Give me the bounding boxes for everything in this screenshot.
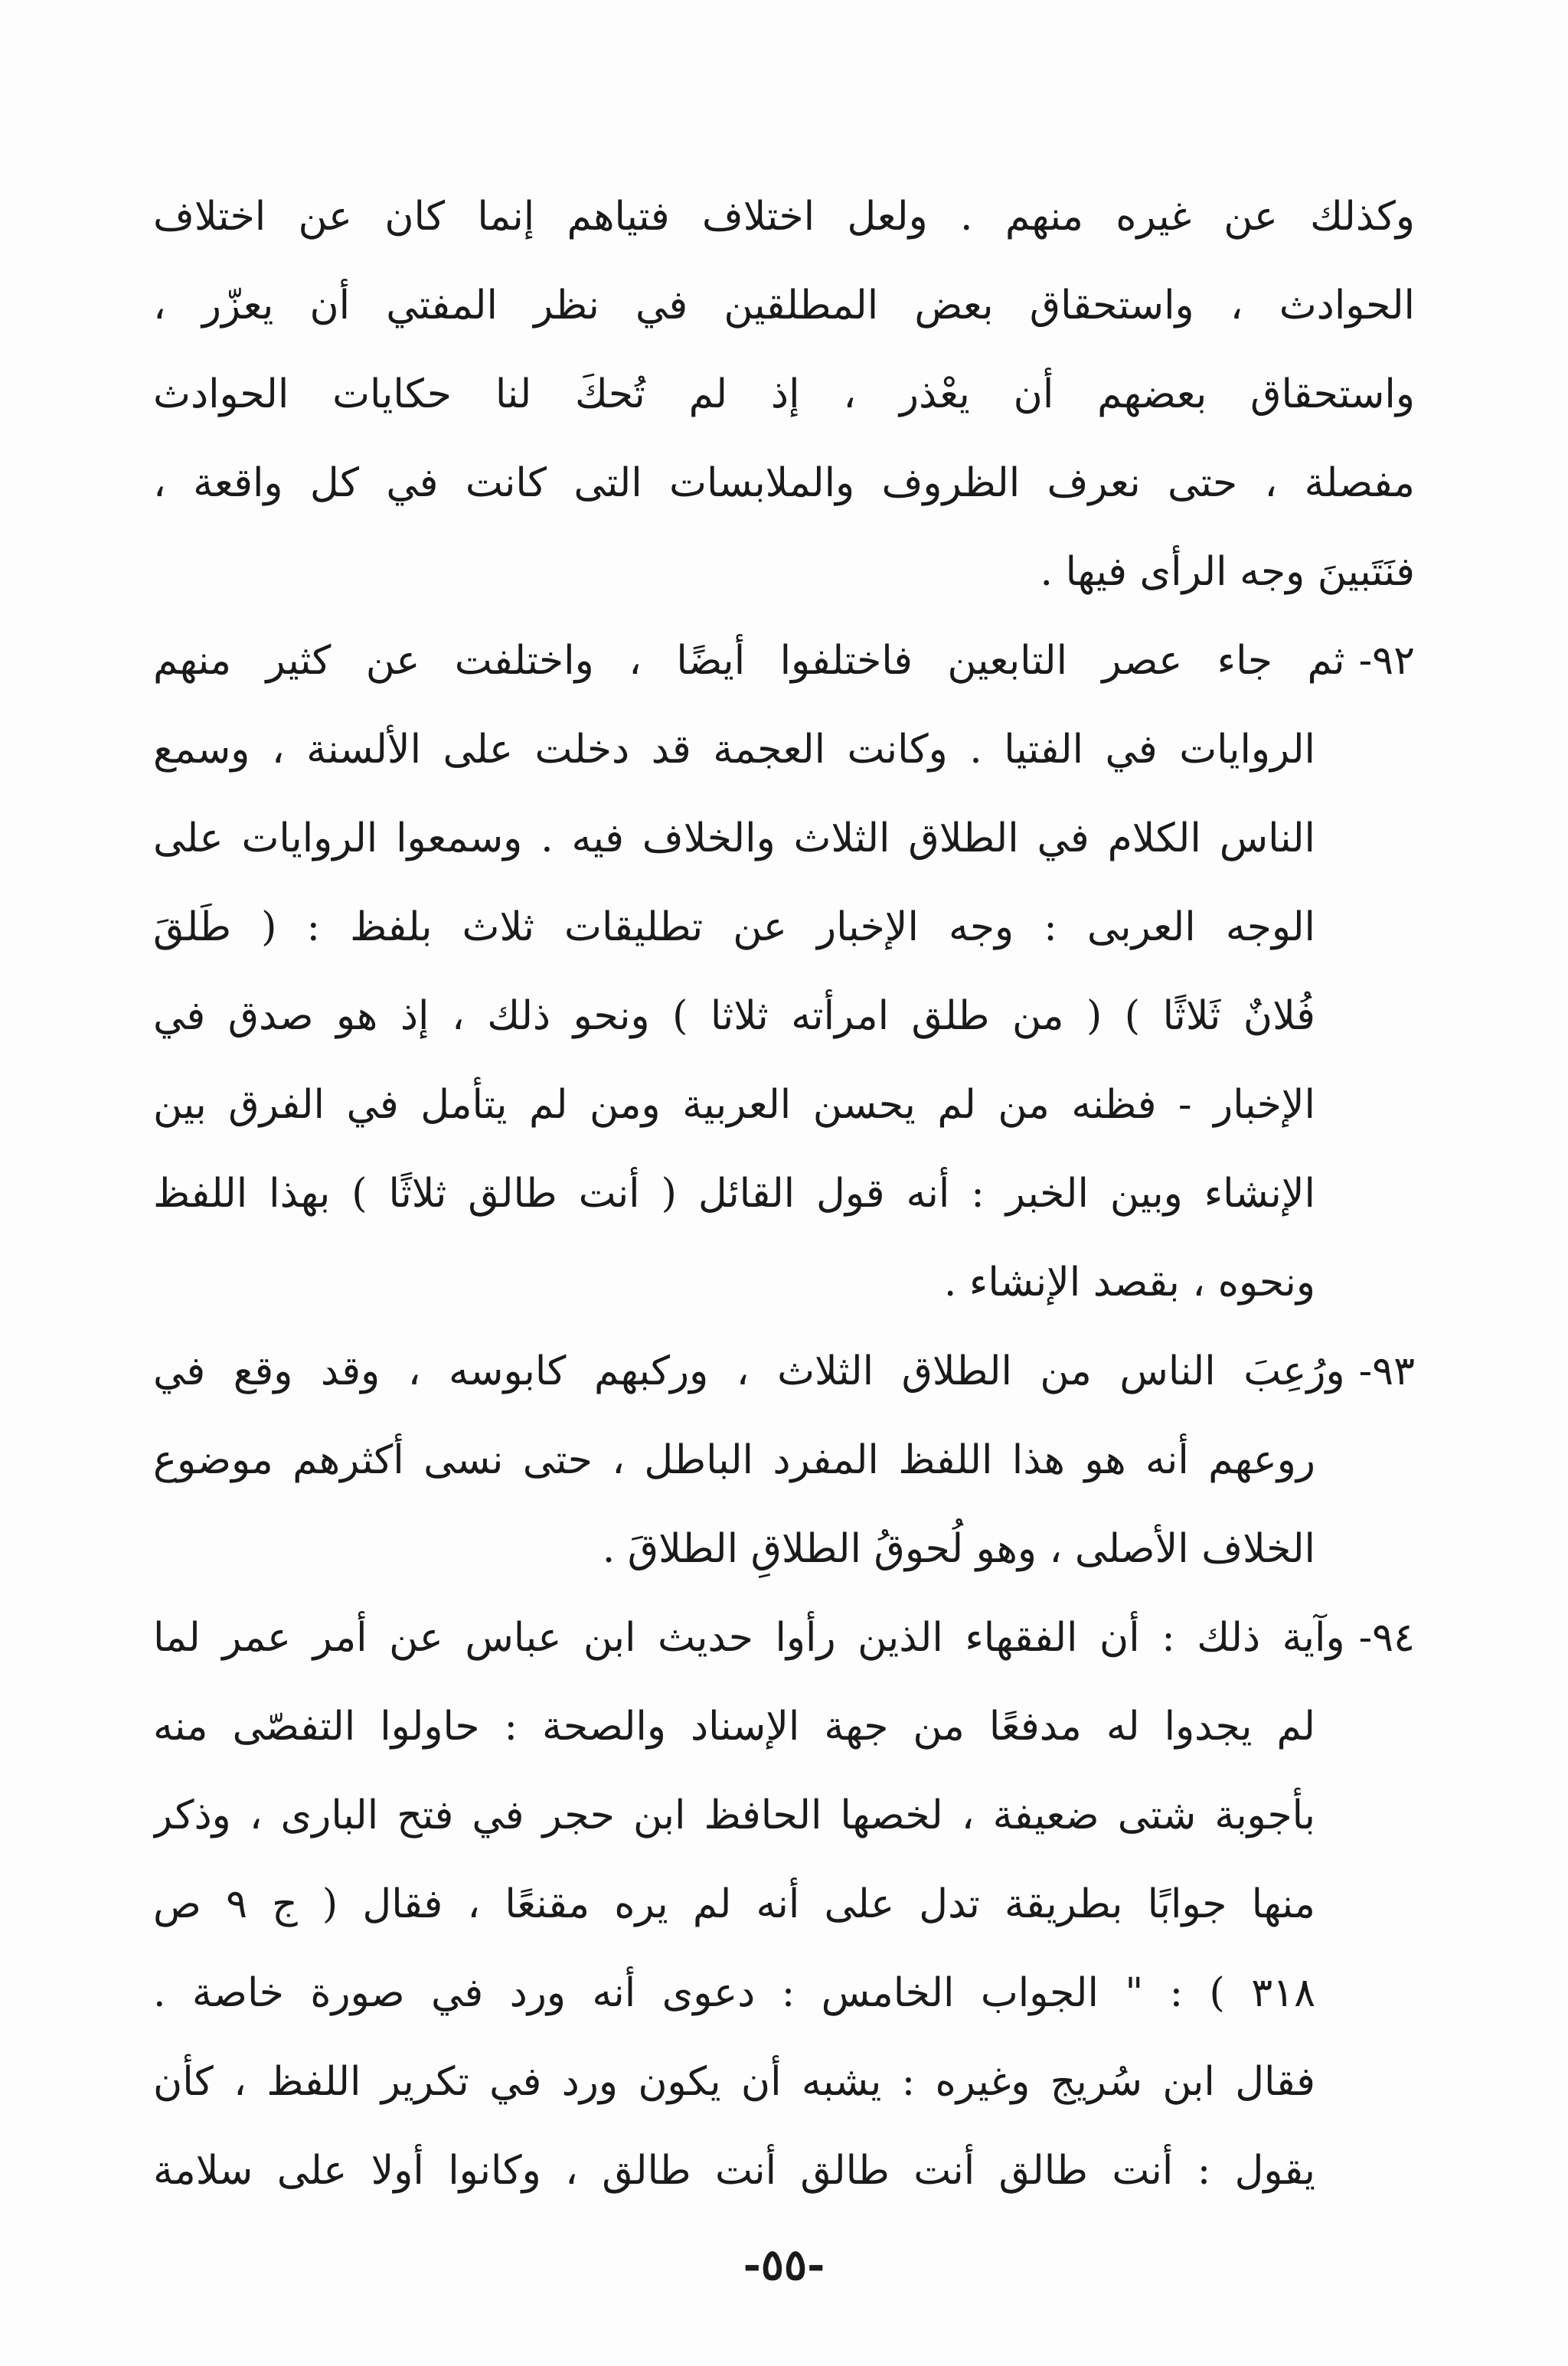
text-line: ونحوه ، بقصد الإنشاء . [943, 1260, 1315, 1306]
text-line: الحوادث ، واستحقاق بعض المطلقين في نظر المفتي أن يعزّر ، [153, 283, 1415, 328]
text-line: واستحقاق بعضهم أن يعْذر ، إذ لم تُحكَ لنا حكايات الحوادث [153, 371, 1415, 417]
text-line: ورُعِبَ الناس من الطلاق الثلاث ، وركبهم كابوسه ، وقد وقع في [153, 1348, 1345, 1394]
text-line: فنَتَبينَ وجه الرأى فيها . [1040, 549, 1415, 595]
text-line: لم يجدوا له مدفعًا من جهة الإسناد والصحة : حاولوا التفصّى منه [153, 1704, 1315, 1750]
text-line: فُلانٌ ثَلاثًا ) ( من طلق امرأته ثلاثا ) ونحو ذلك ، إذ هو صدق في [153, 993, 1315, 1039]
paragraph-number: ٩٢- [1358, 638, 1415, 684]
text-line: منها جوابًا بطريقة تدل على أنه لم يره مقنعًا ، فقال ( ج ٩ ص [153, 1881, 1315, 1927]
text-line: الروايات في الفتيا . وكانت العجمة قد دخلت على الألسنة ، وسمع [153, 727, 1315, 773]
text-line: الإنشاء وبين الخبر : أنه قول القائل ( أنت طالق ثلاثًا ) بهذا اللفظ [153, 1171, 1315, 1217]
page-number: -٥٥- [743, 2240, 825, 2290]
text-line: مفصلة ، حتى نعرف الظروف والملابسات التى كانت في كل واقعة ، [153, 460, 1415, 506]
text-line: يقول : أنت طالق أنت طالق أنت طالق ، وكانوا أولا على سلامة [153, 2148, 1315, 2194]
text-line: الخلاف الأصلى ، وهو لُحوقُ الطلاقِ الطلاقَ . [602, 1526, 1315, 1572]
text-line: ٣١٨ ) : " الجواب الخامس : دعوى أنه ورد في صورة خاصة . [153, 1970, 1315, 2016]
paragraph-94-first-line [153, 1593, 1415, 1682]
text-line: وكذلك عن غيره منهم . ولعل اختلاف فتياهم إنما كان عن اختلاف [153, 194, 1415, 240]
text-line: ثم جاء عصر التابعين فاختلفوا أيضًا ، واختلفت عن كثير منهم [153, 638, 1345, 684]
paragraph-93-first-line [153, 1327, 1415, 1416]
paragraph-number: ٩٣- [1358, 1348, 1415, 1394]
paragraph-number: ٩٤- [1358, 1615, 1415, 1661]
page-body [153, 172, 1415, 2215]
text-line: فقال ابن سُريج وغيره : يشبه أن يكون ورد في تكرير اللفظ ، كأن [153, 2059, 1315, 2105]
text-line: وآية ذلك : أن الفقهاء الذين رأوا حديث ابن عباس عن أمر عمر لما [153, 1615, 1345, 1661]
text-line: بأجوبة شتى ضعيفة ، لخصها الحافظ ابن حجر في فتح البارى ، وذكر [153, 1792, 1315, 1838]
text-line: روعهم أنه هو هذا اللفظ المفرد الباطل ، حتى نسى أكثرهم موضوع [153, 1437, 1315, 1483]
text-line: الوجه العربى : وجه الإخبار عن تطليقات ثلاث بلفظ : ( طَلقَ [153, 904, 1315, 950]
paragraph-92-first-line [153, 616, 1415, 705]
text-line: الناس الكلام في الطلاق الثلاث والخلاف فيه . وسمعوا الروايات على [153, 815, 1315, 861]
text-line: الإخبار - فظنه من لم يحسن العربية ومن لم يتأمل في الفرق بين [153, 1082, 1315, 1128]
